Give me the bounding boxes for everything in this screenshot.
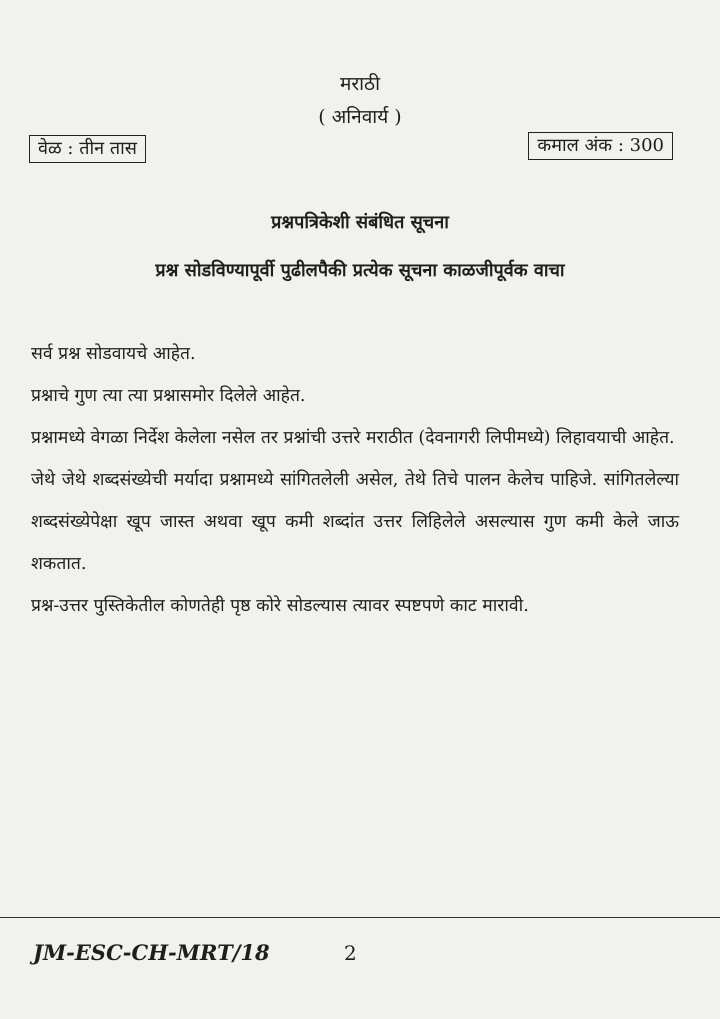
instruction-item: प्रश्न-उत्तर पुस्तिकेतील कोणतेही पृष्ठ कोरे सोडल्यास त्यावर स्पष्टपणे काट मारावी.: [31, 596, 529, 616]
instruction-item: सर्व प्रश्न सोडवायचे आहेत.: [31, 344, 196, 364]
subject-title: मराठी: [339, 73, 380, 95]
footer-divider: [0, 917, 720, 918]
compulsory-label: ( अनिवार्य ): [318, 106, 402, 128]
instructions-subheading: प्रश्न सोडविण्यापूर्वी पुढीलपैकी प्रत्येक सूचना काळजीपूर्वक वाचा: [155, 260, 565, 281]
instructions-heading: प्रश्नपत्रिकेशी संबंधित सूचना: [271, 212, 449, 233]
instructions-list: [31, 333, 679, 627]
instruction-item: प्रश्नाचे गुण त्या त्या प्रश्नासमोर दिलेले आहेत.: [31, 386, 306, 406]
page-number: 2: [344, 941, 357, 965]
instruction-item: प्रश्नामध्ये वेगळा निर्देश केलेला नसेल तर प्रश्नांची उत्तरे मराठीत (देवनागरी लिपीमध्ये) लिहावयाची आहेत.: [31, 428, 675, 448]
max-marks-box: कमाल अंक : 300: [528, 132, 673, 160]
paper-code: JM-ESC-CH-MRT/18: [33, 940, 270, 965]
time-box: वेळ : तीन तास: [29, 135, 146, 163]
instruction-item: जेथे जेथे शब्दसंख्येची मर्यादा प्रश्नामध्ये सांगितलेली असेल, तेथे तिचे पालन केलेच पाहिजे. सांगितलेल्या शब्दसंख्येपेक्षा खूप जास्त अथवा खूप कमी शब्दांत उत्तर लिहिलेले असल्यास गुण कमी केले जाऊ शकतात.: [31, 470, 679, 574]
